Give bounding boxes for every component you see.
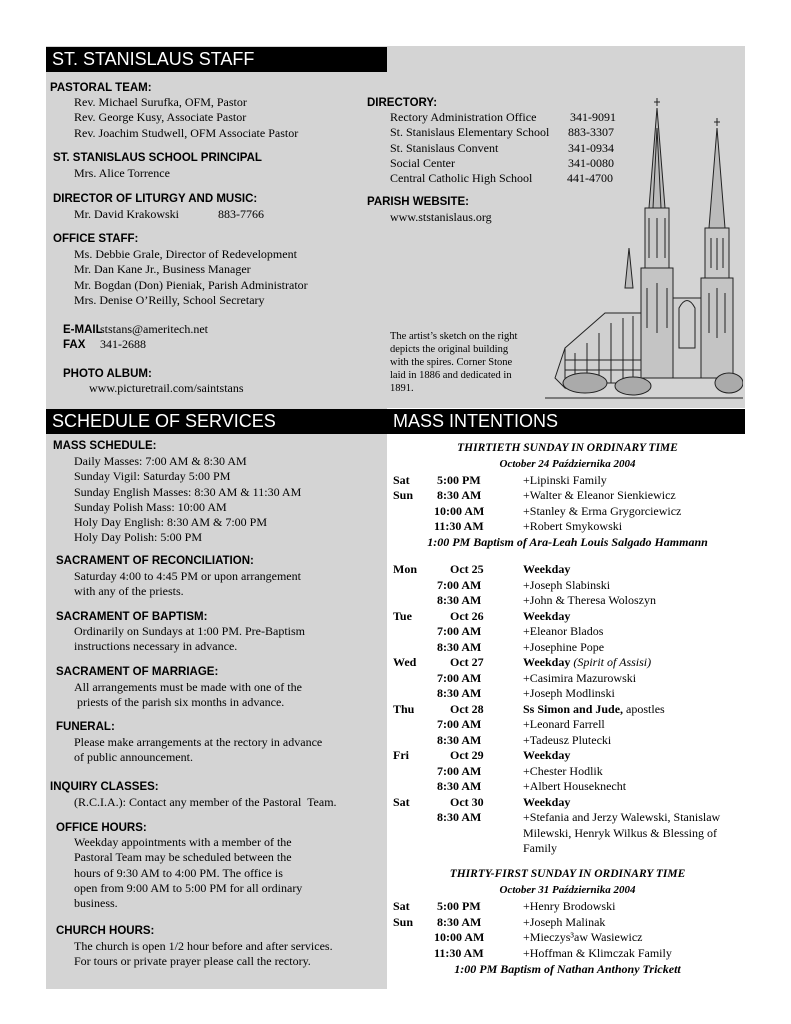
- directory-phone: 341-0080: [568, 155, 614, 170]
- directory-name: Rectory Administration Office: [390, 110, 537, 124]
- funeral-text: [74, 735, 322, 766]
- intention-time: 7:00 AM: [437, 670, 482, 685]
- website-heading: PARISH WEBSITE:: [367, 196, 470, 208]
- inquiry-heading: INQUIRY CLASSES:: [50, 781, 159, 793]
- directory-name: Social Center: [390, 155, 455, 170]
- intentions-title: MASS INTENTIONS: [387, 409, 745, 434]
- mass-schedule-item: Sunday Vigil: Saturday 5:00 PM: [74, 469, 231, 484]
- intention-time: 8:30 AM: [437, 732, 482, 747]
- pastoral-member: Rev. George Kusy, Associate Pastor: [74, 110, 247, 125]
- baptism-line: Ordinarily on Sundays at 1:00 PM. Pre-Baptism: [74, 624, 305, 638]
- weekday-date: Oct 26: [450, 608, 484, 623]
- intention-time: 8:30 AM: [437, 593, 482, 607]
- church-sketch-image: [545, 98, 743, 404]
- email-address: ststans@ameritech.net: [100, 322, 209, 336]
- reconciliation-text: [74, 569, 301, 600]
- intention-text: Milewski, Henryk Wilkus & Blessing of: [523, 826, 717, 840]
- pastoral-list: [74, 95, 298, 141]
- weekday-label-main: Weekday: [523, 562, 571, 576]
- principal-name: Mrs. Alice Torrence: [74, 166, 170, 180]
- intention-text: +Eleanor Blados: [523, 624, 604, 638]
- weekday-label: [523, 748, 570, 763]
- intention-time: 11:30 AM: [434, 519, 484, 533]
- week2-title: THIRTY-FIRST SUNDAY IN ORDINARY TIME: [449, 868, 686, 880]
- photo-album-url: www.picturetrail.com/saintstans: [89, 381, 244, 395]
- office-hours-text: [74, 835, 302, 911]
- intention-text: +Henry Brodowski: [523, 899, 616, 913]
- email-label: E-MAIL: [63, 324, 103, 336]
- mass-schedule-item: Daily Masses: 7:00 AM & 8:30 AM: [74, 454, 247, 468]
- intention-time: 5:00 PM: [437, 899, 481, 913]
- pastoral-heading: PASTORAL TEAM:: [50, 82, 152, 94]
- weekday-date: Oct 27: [450, 655, 484, 669]
- mass-schedule-list: [74, 454, 301, 546]
- baptism-heading: SACRAMENT OF BAPTISM:: [56, 611, 208, 623]
- weekday-date: Oct 30: [450, 794, 484, 809]
- intention-text: +Joseph Malinak: [523, 915, 606, 929]
- intention-day: Sun: [393, 488, 414, 502]
- sketch-caption: [390, 330, 517, 395]
- weekday-name: Wed: [393, 655, 417, 669]
- intention-day: Sat: [393, 473, 410, 487]
- weekday-label-main: Weekday: [523, 794, 571, 809]
- weekday-label-main: Weekday: [523, 608, 571, 623]
- website-url: www.ststanislaus.org: [390, 210, 492, 224]
- mass-schedule-item: Sunday Polish Mass: 10:00 AM: [74, 499, 227, 514]
- marriage-line: priests of the parish six months in advance.: [74, 695, 285, 710]
- weekday-label: [523, 562, 570, 577]
- marriage-line: All arrangements must be made with one of the: [74, 680, 302, 694]
- office-hours-line: hours of 9:30 AM to 4:00 PM. The office is: [74, 865, 283, 880]
- weekday-date: Oct 29: [450, 748, 484, 762]
- funeral-heading: FUNERAL:: [56, 721, 115, 733]
- intention-time: 11:30 AM: [434, 946, 484, 960]
- office-staff-member: Mr. Dan Kane Jr., Business Manager: [74, 262, 251, 277]
- church-hours-line: The church is open 1/2 hour before and after services.: [74, 939, 333, 953]
- intention-text: +Tadeusz Plutecki: [523, 732, 612, 747]
- caption-line: 1891.: [390, 383, 414, 394]
- intention-time: 8:30 AM: [437, 915, 482, 929]
- directory-phone: 883-3307: [568, 125, 614, 140]
- office-staff-list: [74, 247, 308, 308]
- office-hours-line: open from 9:00 AM to 5:00 PM for all ordinary: [74, 880, 303, 895]
- staff-title: ST. STANISLAUS STAFF: [46, 47, 387, 72]
- office-hours-heading: OFFICE HOURS:: [56, 822, 147, 834]
- marriage-heading: SACRAMENT OF MARRIAGE:: [56, 666, 219, 678]
- pastoral-member: Rev. Michael Surufka, OFM, Pastor: [74, 95, 247, 109]
- intention-text: +Chester Hodlik: [523, 763, 603, 778]
- weekday-name: Sat: [393, 794, 410, 809]
- marriage-text: [74, 680, 302, 711]
- intention-text: +Albert Houseknecht: [523, 779, 627, 793]
- weekday-label: [523, 655, 651, 670]
- liturgy-phone: 883-7766: [218, 207, 264, 221]
- weekday-label-main: Weekday: [523, 748, 571, 762]
- caption-line: The artist’s sketch on the right: [390, 331, 518, 342]
- office-staff-member: Mr. Bogdan (Don) Pieniak, Parish Administrator: [74, 277, 308, 292]
- intention-text: +John & Theresa Woloszyn: [523, 593, 657, 607]
- weekday-date: Oct 25: [450, 562, 484, 576]
- intention-text: Family: [523, 841, 558, 855]
- intention-time: 8:30 AM: [437, 810, 482, 824]
- intention-text: +Stanley & Erma Grygorciewicz: [523, 504, 682, 518]
- caption-line: laid in 1886 and dedicated in: [390, 370, 512, 381]
- inquiry-text: (R.C.I.A.): Contact any member of the Pastoral Team.: [74, 795, 337, 809]
- intention-text: +Lipinski Family: [523, 473, 607, 487]
- mass-schedule-heading: MASS SCHEDULE:: [53, 440, 157, 452]
- office-hours-line: business.: [74, 896, 118, 911]
- fax-number: 341-2688: [100, 337, 146, 351]
- directory-name: Central Catholic High School: [390, 171, 533, 186]
- intention-text: +Casimira Mazurowski: [523, 670, 637, 685]
- intention-day: Sat: [393, 899, 410, 913]
- office-staff-heading: OFFICE STAFF:: [53, 233, 139, 245]
- weekday-label: [523, 609, 570, 624]
- intention-text: +Stefania and Jerzy Walewski, Stanislaw: [523, 810, 721, 824]
- reconciliation-heading: SACRAMENT OF RECONCILIATION:: [56, 555, 254, 567]
- funeral-line: Please make arrangements at the rectory in advance: [74, 735, 323, 749]
- intention-time: 7:00 AM: [437, 577, 482, 592]
- intention-text: +Hoffman & Klimczak Family: [523, 946, 672, 960]
- intention-time: 10:00 AM: [434, 504, 485, 518]
- liturgy-heading: DIRECTOR OF LITURGY AND MUSIC:: [53, 193, 258, 205]
- mass-schedule-item: Holy Day Polish: 5:00 PM: [74, 530, 203, 545]
- weekday-label-main: Weekday: [523, 655, 571, 669]
- principal-heading: ST. STANISLAUS SCHOOL PRINCIPAL: [53, 152, 262, 164]
- directory-phone: 441-4700: [567, 171, 613, 186]
- weekday-label-extra: (Spirit of Assisi): [570, 655, 652, 669]
- intention-time: 7:00 AM: [437, 717, 482, 731]
- office-hours-line: Weekday appointments with a member of the: [74, 835, 292, 849]
- office-staff-member: Ms. Debbie Grale, Director of Redevelopment: [74, 247, 297, 261]
- intention-text: +Mieczys³aw Wasiewicz: [523, 930, 643, 944]
- intention-time: 8:30 AM: [437, 488, 482, 502]
- intention-text: +Walter & Eleanor Sienkiewicz: [523, 488, 676, 502]
- directory-name: St. Stanislaus Elementary School: [390, 125, 550, 140]
- intention-text: +Robert Smykowski: [523, 519, 623, 533]
- weekday-name: Mon: [393, 562, 417, 576]
- funeral-line: of public announcement.: [74, 750, 193, 765]
- caption-line: depicts the original building: [390, 344, 509, 355]
- weekday-name: Fri: [393, 748, 409, 762]
- intention-day: Sun: [393, 915, 414, 929]
- church-hours-text: [74, 939, 333, 970]
- schedule-title: SCHEDULE OF SERVICES: [46, 409, 387, 434]
- intention-time: 7:00 AM: [437, 624, 482, 638]
- week1-title: THIRTIETH SUNDAY IN ORDINARY TIME: [457, 442, 678, 454]
- weekday-label: [523, 795, 570, 810]
- weekday-label: [523, 702, 665, 717]
- weekday-name: Tue: [393, 608, 412, 623]
- office-staff-member: Mrs. Denise O’Reilly, School Secretary: [74, 292, 265, 307]
- intention-time: 8:30 AM: [437, 779, 482, 793]
- baptism-text: [74, 624, 305, 655]
- directory-phone: 341-9091: [570, 110, 616, 124]
- reconciliation-line: with any of the priests.: [74, 584, 184, 599]
- fax-label: FAX: [63, 339, 86, 351]
- intention-time: 8:30 AM: [437, 686, 482, 700]
- intention-time: 7:00 AM: [437, 763, 482, 778]
- week1-date: October 24 Października 2004: [499, 458, 636, 470]
- weekday-date: Oct 28: [450, 701, 484, 716]
- weekday-name: Thu: [393, 701, 415, 716]
- directory-heading: DIRECTORY:: [367, 97, 438, 109]
- intention-text: +Josephine Pope: [523, 639, 605, 654]
- weekday-label-main: Ss Simon and Jude,: [523, 701, 624, 716]
- baptism-line: instructions necessary in advance.: [74, 639, 238, 654]
- week1-baptism-note: 1:00 PM Baptism of Ara-Leah Louis Salgado Hammann: [427, 535, 708, 549]
- week2-date: October 31 Października 2004: [499, 884, 636, 896]
- church-hours-line: For tours or private prayer please call the rectory.: [74, 954, 311, 969]
- pastoral-member: Rev. Joachim Studwell, OFM Associate Pastor: [74, 125, 299, 140]
- liturgy-name: Mr. David Krakowski: [74, 207, 179, 221]
- intention-time: 8:30 AM: [437, 639, 482, 654]
- directory-name: St. Stanislaus Convent: [390, 140, 499, 155]
- week2-baptism-note: 1:00 PM Baptism of Nathan Anthony Trickett: [454, 962, 681, 976]
- church-hours-heading: CHURCH HOURS:: [56, 925, 155, 937]
- office-hours-line: Pastoral Team may be scheduled between the: [74, 850, 292, 865]
- weekday-label-extra: apostles: [623, 701, 665, 716]
- intention-text: +Leonard Farrell: [523, 717, 605, 731]
- mass-schedule-item: Holy Day English: 8:30 AM & 7:00 PM: [74, 515, 268, 530]
- caption-line: with the spires. Corner Stone: [390, 357, 513, 368]
- intention-time: 10:00 AM: [434, 930, 485, 944]
- reconciliation-line: Saturday 4:00 to 4:45 PM or upon arrangement: [74, 569, 301, 583]
- photo-album-heading: PHOTO ALBUM:: [63, 368, 152, 380]
- intention-text: +Joseph Slabinski: [523, 577, 611, 592]
- intention-time: 5:00 PM: [437, 473, 481, 487]
- mass-schedule-item: Sunday English Masses: 8:30 AM & 11:30 AM: [74, 484, 302, 499]
- intention-text: +Joseph Modlinski: [523, 686, 615, 700]
- directory-phone: 341-0934: [568, 140, 614, 155]
